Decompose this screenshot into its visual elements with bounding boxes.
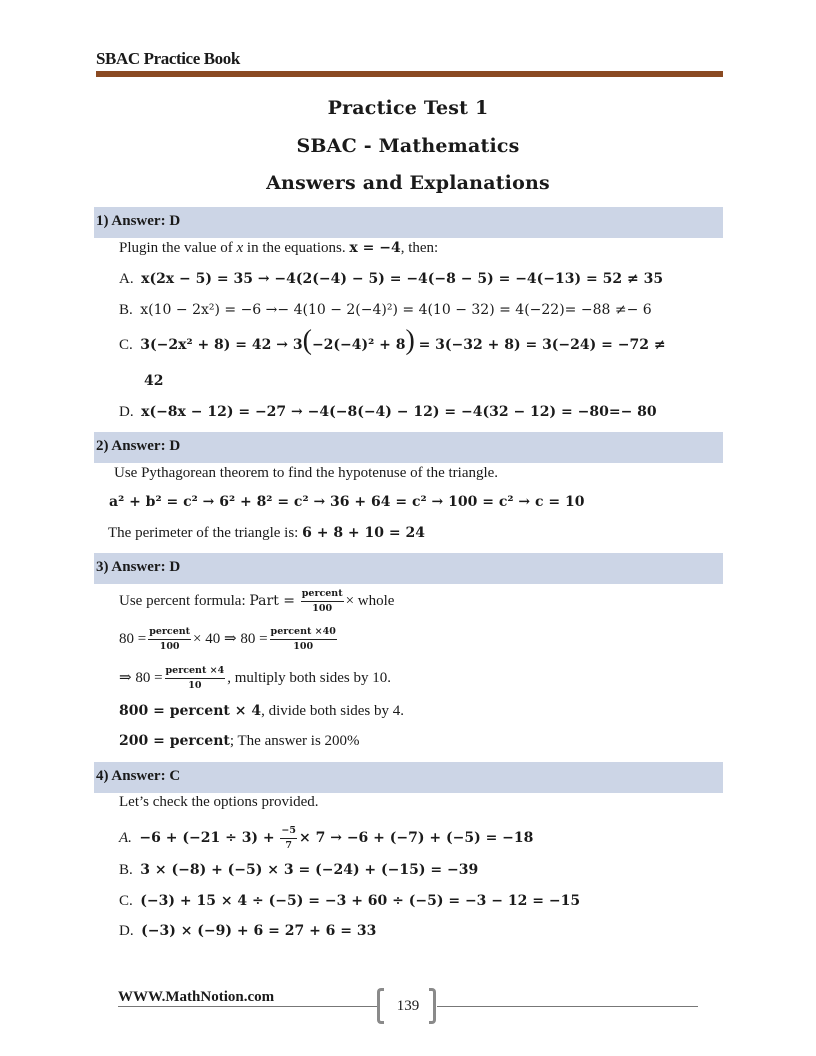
footer-site: WWW.MathNotion.com <box>118 989 275 1005</box>
q1-option-b <box>119 302 652 319</box>
answer-label: 3) Answer: D <box>96 559 181 575</box>
text: Use percent formula: <box>119 592 250 609</box>
paren: ( <box>302 325 312 356</box>
text: The perimeter of the triangle is: <box>108 525 303 541</box>
q2-perimeter <box>108 525 425 542</box>
math: 3(−2x² + 8) = 42 → 3 <box>140 337 303 353</box>
q1-option-d <box>119 404 657 421</box>
left-bracket-icon <box>377 988 384 1024</box>
answer-bar-1 <box>94 207 723 238</box>
math: −6 + (−21 ÷ 3) + <box>139 829 275 846</box>
answer-label: 2) Answer: D <box>96 438 181 454</box>
text: ; The answer is 200% <box>229 733 360 749</box>
text: , divide both sides by 4. <box>261 703 404 719</box>
section-title: Answers and Explanations <box>266 172 550 194</box>
fraction <box>280 826 297 851</box>
numerator: percent <box>148 627 191 640</box>
numerator: −5 <box>280 826 297 839</box>
math: 200 = percent <box>119 733 230 749</box>
q1-option-c-cont <box>144 373 163 390</box>
math: x <box>236 240 244 256</box>
answer-bar-3 <box>94 553 723 584</box>
q1-intro <box>119 240 438 257</box>
math: (−3) + 15 × 4 ÷ (−5) = −3 + 60 ÷ (−5) = −3 − 12 = −15 <box>140 893 581 909</box>
text: , multiply both sides by 10. <box>227 669 391 686</box>
fraction <box>301 589 344 614</box>
option-label: A. <box>119 271 134 287</box>
answer-bar-4 <box>94 762 723 793</box>
fraction <box>165 666 226 691</box>
q3-line-4 <box>119 703 404 720</box>
math: Part = <box>249 592 296 609</box>
q4-option-b <box>119 862 478 879</box>
text: , then: <box>400 240 439 256</box>
option-label: C. <box>119 337 133 353</box>
math: x(10 − 2x²) = −6 →− 4(10 − 2(−4)²) = 4(10 − 32) = 4(−22)= −88 ≠− 6 <box>140 302 652 318</box>
fraction <box>270 627 337 652</box>
math: x(2x − 5) = 35 → −4(2(−4) − 5) = −4(−8 − 5) = −4(−13) = 52 ≠ 35 <box>141 271 664 287</box>
numerator: percent <box>301 589 344 602</box>
denominator: 7 <box>285 840 293 851</box>
option-label: B. <box>119 862 133 878</box>
math: × 7 → −6 + (−7) + (−5) = −18 <box>299 829 534 846</box>
header-rule <box>96 71 723 77</box>
denominator: 100 <box>293 641 314 652</box>
option-label: D. <box>119 404 134 420</box>
math: 6 + 8 + 10 = 24 <box>302 525 425 541</box>
math: x(−8x − 12) = −27 → −4(−8(−4) − 12) = −4(32 − 12) = −80=− 80 <box>141 404 657 420</box>
text: × 40 ⇒ 80 = <box>193 630 268 647</box>
q3-line-5 <box>119 733 360 750</box>
q1-option-a <box>119 271 663 288</box>
q3-line-3 <box>119 666 391 691</box>
denominator: 100 <box>312 603 333 614</box>
q3-line-1 <box>119 589 394 614</box>
math: −2(−4)² + 8 <box>311 337 406 353</box>
q2-math <box>109 494 584 511</box>
math: 3 × (−8) + (−5) × 3 = (−24) + (−15) = −39 <box>140 862 479 878</box>
option-label: C. <box>119 893 133 909</box>
q4-option-a <box>119 826 533 851</box>
math: x = −4 <box>349 240 401 256</box>
paren: ) <box>405 325 415 356</box>
option-label: A. <box>119 829 132 846</box>
q3-line-2 <box>119 627 339 652</box>
denominator: 100 <box>159 641 180 652</box>
page-title: Practice Test 1 <box>327 97 489 119</box>
page-number: 139 <box>396 998 420 1014</box>
fraction <box>148 627 191 652</box>
answer-label: 4) Answer: C <box>96 768 181 784</box>
answer-label: 1) Answer: D <box>96 213 181 229</box>
q4-intro: Let’s check the options provided. <box>119 794 319 810</box>
page-subtitle: SBAC - Mathematics <box>296 135 520 157</box>
text: 80 = <box>119 630 147 647</box>
right-bracket-icon <box>429 988 436 1024</box>
header-title: SBAC Practice Book <box>96 49 240 68</box>
text: in the equations. <box>243 240 350 256</box>
text: Plugin the value of <box>119 240 237 256</box>
option-label: B. <box>119 302 133 318</box>
math: 42 <box>144 373 164 389</box>
q1-option-c <box>119 325 666 356</box>
text: × whole <box>345 592 395 609</box>
q2-intro: Use Pythagorean theorem to find the hypotenuse of the triangle. <box>114 465 499 481</box>
math: (−3) × (−9) + 6 = 27 + 6 = 33 <box>141 923 377 939</box>
q4-option-c <box>119 893 580 910</box>
text: ⇒ 80 = <box>119 669 163 686</box>
math: 800 = percent × 4 <box>119 703 262 719</box>
math: a² + b² = c² → 6² + 8² = c² → 36 + 64 = c² → 100 = c² → c = 10 <box>109 494 585 510</box>
numerator: percent ×40 <box>270 627 337 640</box>
option-label: D. <box>119 923 134 939</box>
answer-bar-2 <box>94 432 723 463</box>
numerator: percent ×4 <box>165 666 226 679</box>
q4-option-d <box>119 923 376 940</box>
denominator: 10 <box>188 680 202 691</box>
math: = 3(−32 + 8) = 3(−24) = −72 ≠ <box>418 337 666 353</box>
